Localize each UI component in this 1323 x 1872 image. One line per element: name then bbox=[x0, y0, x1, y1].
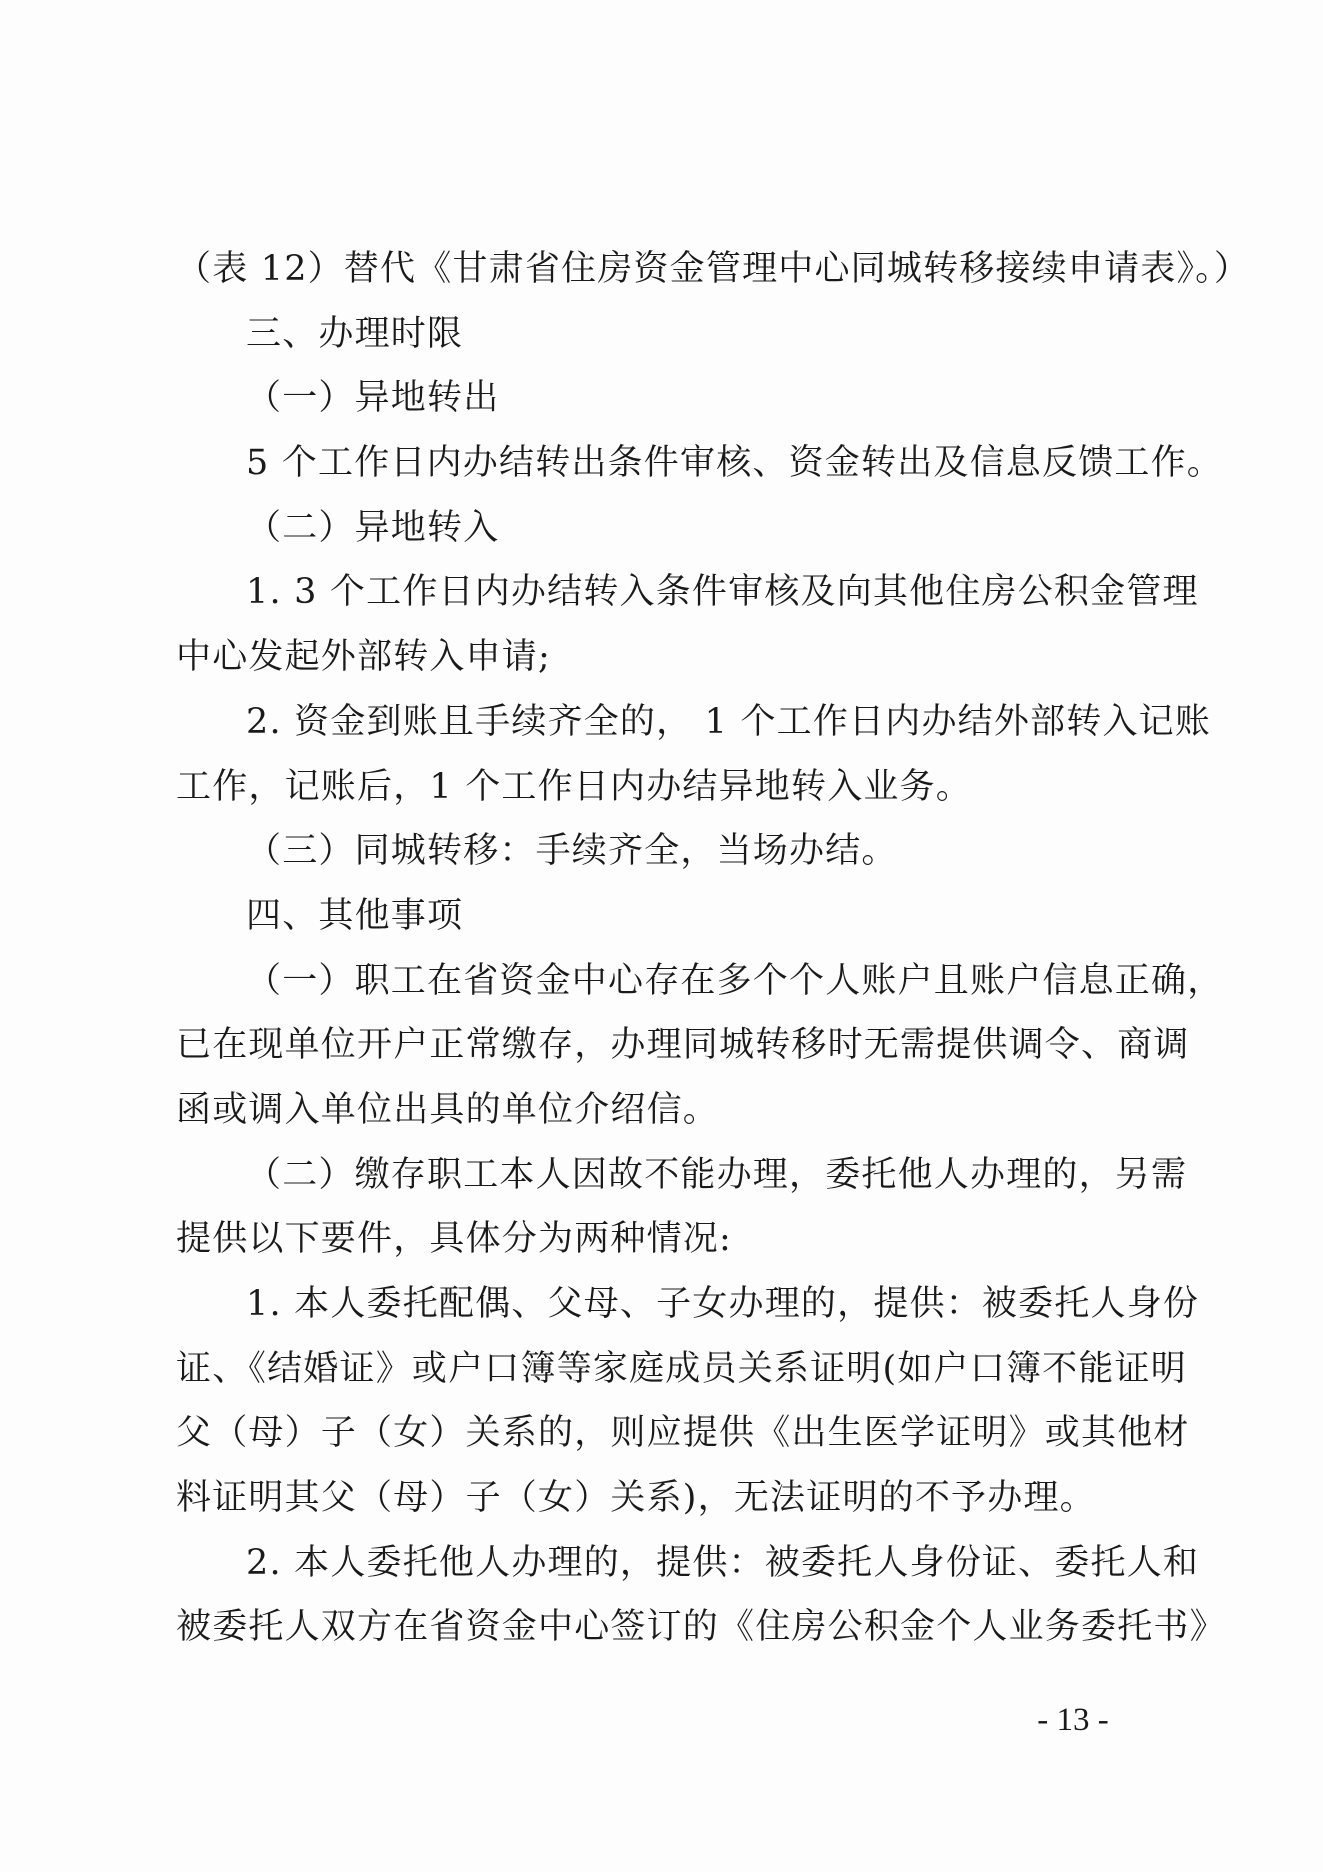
text-line: （一）异地转出 bbox=[246, 378, 500, 419]
text-line: 三、办理时限 bbox=[246, 313, 464, 354]
text-line: 四、其他事项 bbox=[246, 895, 464, 936]
document-body bbox=[176, 237, 1251, 1660]
text-line: （一）职工在省资金中心存在多个个人账户且账户信息正确， bbox=[246, 960, 1224, 1001]
text-line: 工作，记账后，1 个工作日内办结异地转入业务。 bbox=[176, 766, 972, 807]
text-line: （二）异地转入 bbox=[246, 507, 500, 548]
text-line: 2. 本人委托他人办理的，提供：被委托人身份证、委托人和 bbox=[246, 1542, 1200, 1583]
text-line: （表 12）替代《甘肃省住房资金管理中心同城转移接续申请表》。） bbox=[176, 249, 1251, 289]
text-line: 证、《结婚证》或户口簿等家庭成员关系证明(如户口簿不能证明 bbox=[176, 1348, 1187, 1389]
text-line: 函或调入单位出具的单位介绍信。 bbox=[176, 1089, 720, 1130]
text-line: 中心发起外部转入申请; bbox=[176, 637, 551, 678]
text-line: 已在现单位开户正常缴存，办理同城转移时无需提供调令、商调 bbox=[176, 1025, 1190, 1066]
text-line: 料证明其父（母）子（女）关系)，无法证明的不予办理。 bbox=[176, 1478, 1096, 1519]
text-line: 提供以下要件，具体分为两种情况: bbox=[176, 1219, 732, 1260]
page-number: - 13 - bbox=[1037, 1702, 1109, 1738]
text-line: （三）同城转移：手续齐全，当场办结。 bbox=[246, 831, 898, 872]
text-line: 5 个工作日内办结转出条件审核、资金转出及信息反馈工作。 bbox=[246, 443, 1223, 484]
text-line: 父（母）子（女）关系的，则应提供《出生医学证明》或其他材 bbox=[176, 1413, 1190, 1454]
text-line: 1. 3 个工作日内办结转入条件审核及向其他住房公积金管理 bbox=[246, 572, 1199, 613]
text-line: 被委托人双方在省资金中心签订的《住房公积金个人业务委托书》 bbox=[176, 1607, 1226, 1648]
text-line: 1. 本人委托配偶、父母、子女办理的，提供：被委托人身份 bbox=[246, 1284, 1200, 1324]
text-line: （二）缴存职工本人因故不能办理，委托他人办理的，另需 bbox=[246, 1154, 1188, 1195]
text-line: 2. 资金到账且手续齐全的， 1 个工作日内办结外部转入记账 bbox=[246, 701, 1212, 742]
